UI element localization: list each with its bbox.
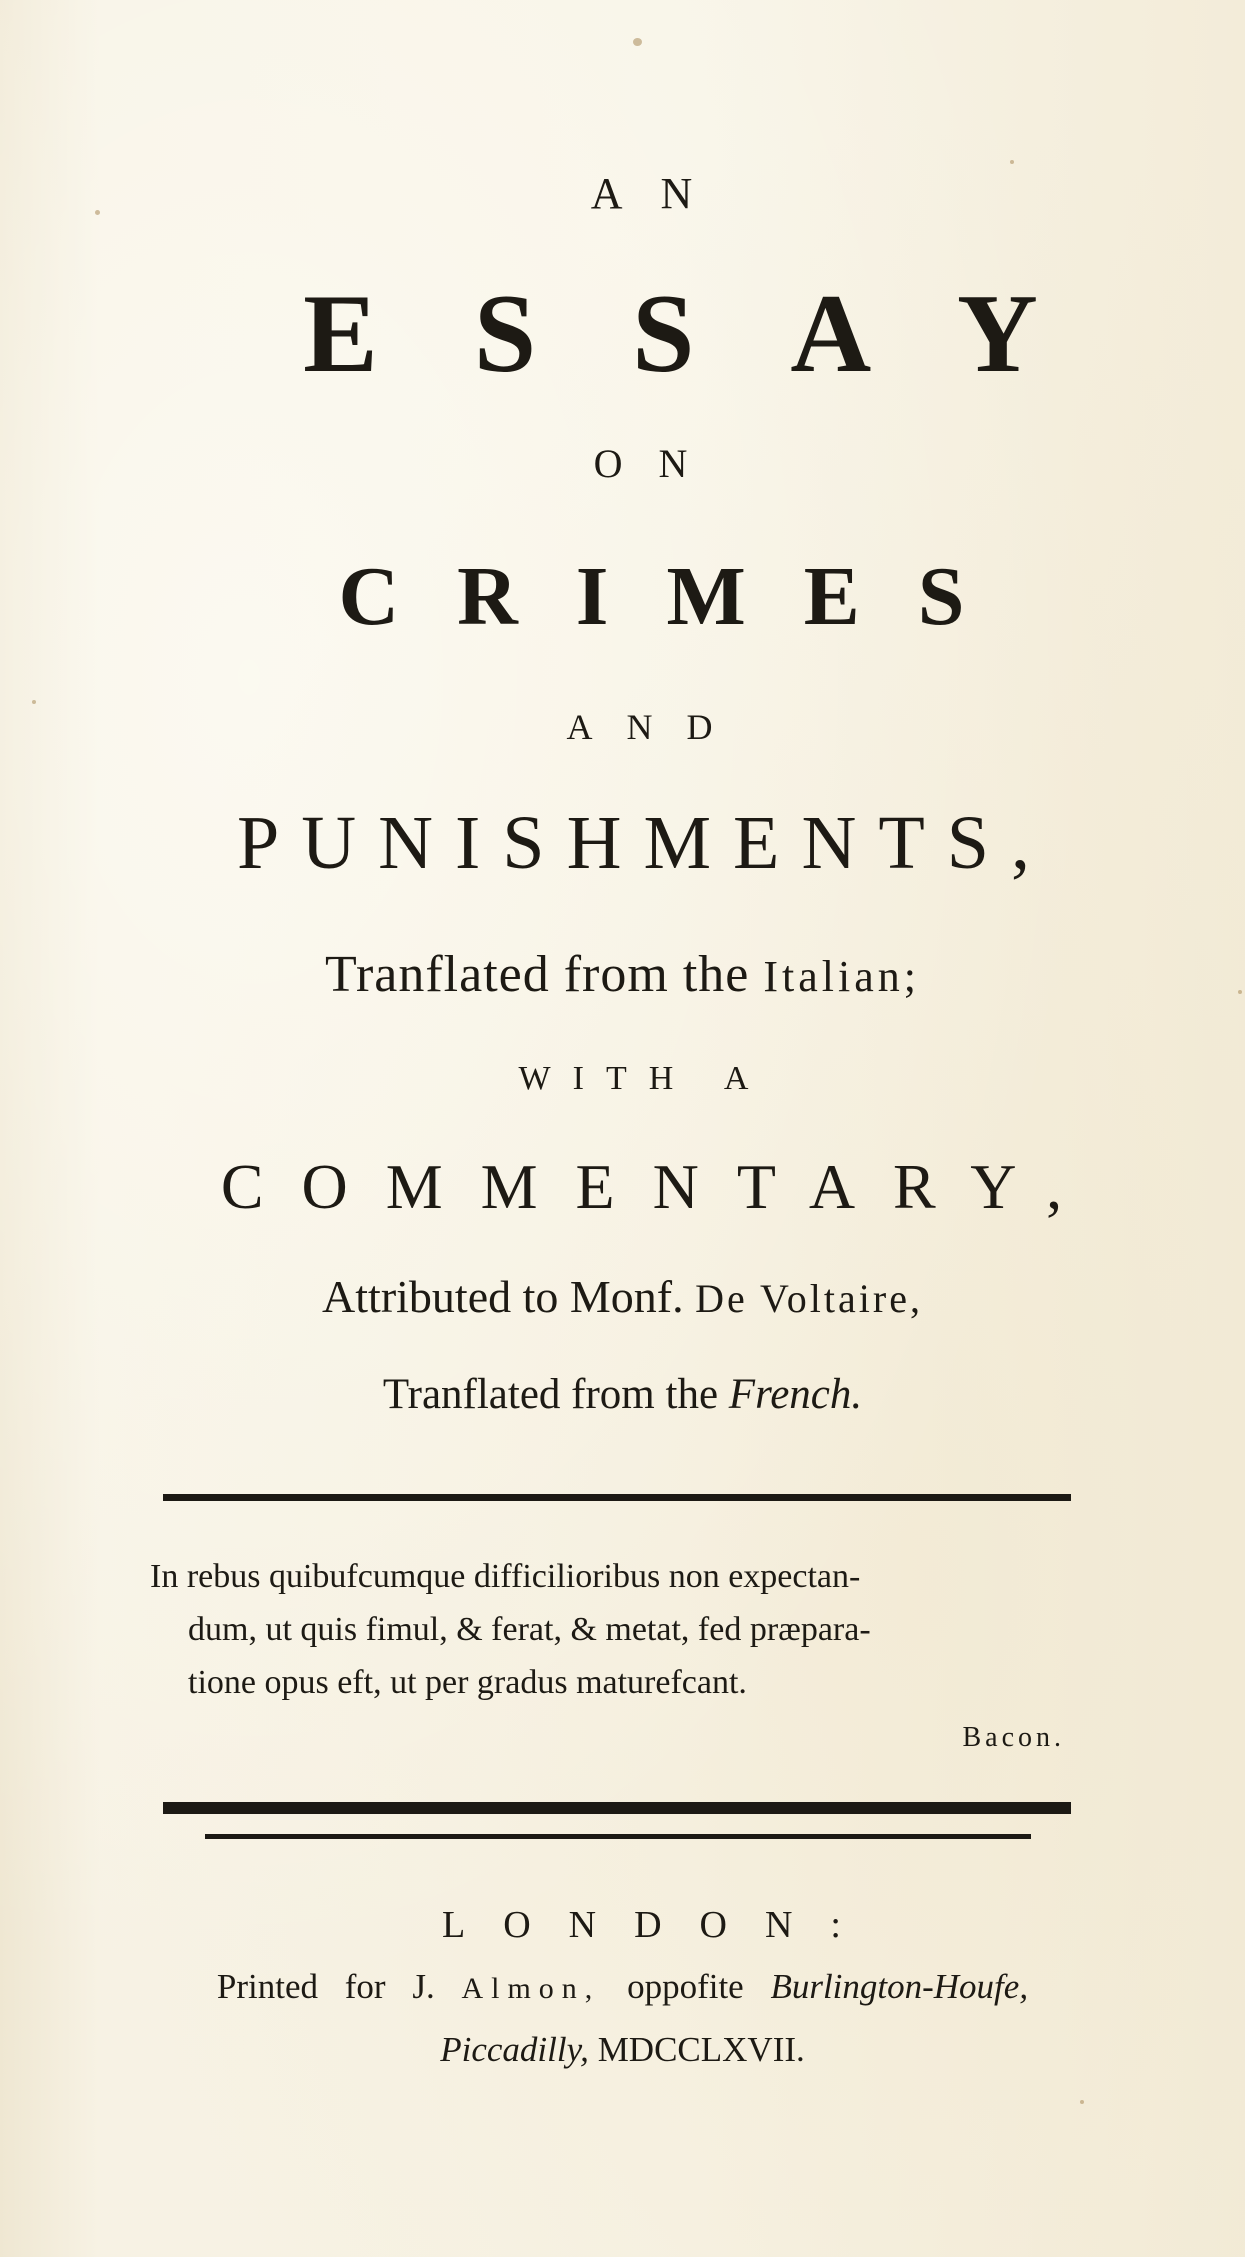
burlington-text: Burlington-Houfe,	[770, 1967, 1029, 2006]
heading-punishments: PUNISHMENTS,	[236, 801, 1053, 885]
opposite-text: oppofite	[600, 1967, 771, 2006]
printed-for-text: Printed for J.	[216, 1967, 462, 2006]
translated-from-text: Tranflated from the	[325, 946, 750, 1003]
heading-and: AND	[566, 707, 747, 747]
epigraph-line: dum, ut quis fimul, & ferat, & metat, fed præpara-	[188, 1611, 871, 1648]
heading-an: AN	[590, 169, 731, 218]
divider-rule-thick	[163, 1802, 1071, 1814]
subtitle-translated-italian	[0, 945, 1245, 1004]
imprint-place: LONDON:	[442, 1904, 879, 1946]
heading-on: ON	[593, 441, 724, 486]
imprint-date	[0, 2030, 1245, 2070]
french-text: French.	[728, 1371, 863, 1418]
epigraph-line: In rebus quibufcumque difficilioribus non expectan-	[150, 1558, 861, 1595]
year-text: MDCCLXVII.	[588, 2030, 805, 2069]
imprint-printer	[0, 1967, 1245, 2007]
piccadilly-text: Piccadilly,	[440, 2030, 589, 2069]
heading-with-a: WITH A	[518, 1060, 771, 1097]
heading-essay: ESSAY	[303, 272, 1134, 396]
divider-rule-top	[163, 1494, 1071, 1501]
almon-text: Almon,	[461, 1972, 601, 2005]
heading-crimes: CRIMES	[338, 550, 1023, 643]
translated-from-the-text: Tranflated from the	[382, 1371, 729, 1418]
attribution-voltaire	[0, 1270, 1245, 1323]
epigraph-line: tione opus eft, ut per gradus maturefcant.	[188, 1664, 747, 1701]
epigraph	[150, 1550, 1090, 1709]
voltaire-text: De Voltaire,	[695, 1276, 923, 1321]
epigraph-attribution: Bacon.	[962, 1722, 1065, 1753]
attributed-to-text: Attributed to Monf.	[322, 1271, 696, 1322]
subtitle-translated-french	[0, 1370, 1245, 1419]
italian-text: Italian;	[763, 952, 920, 1001]
heading-commentary: COMMENTARY,	[220, 1151, 1101, 1222]
divider-rule-thin	[205, 1834, 1031, 1839]
